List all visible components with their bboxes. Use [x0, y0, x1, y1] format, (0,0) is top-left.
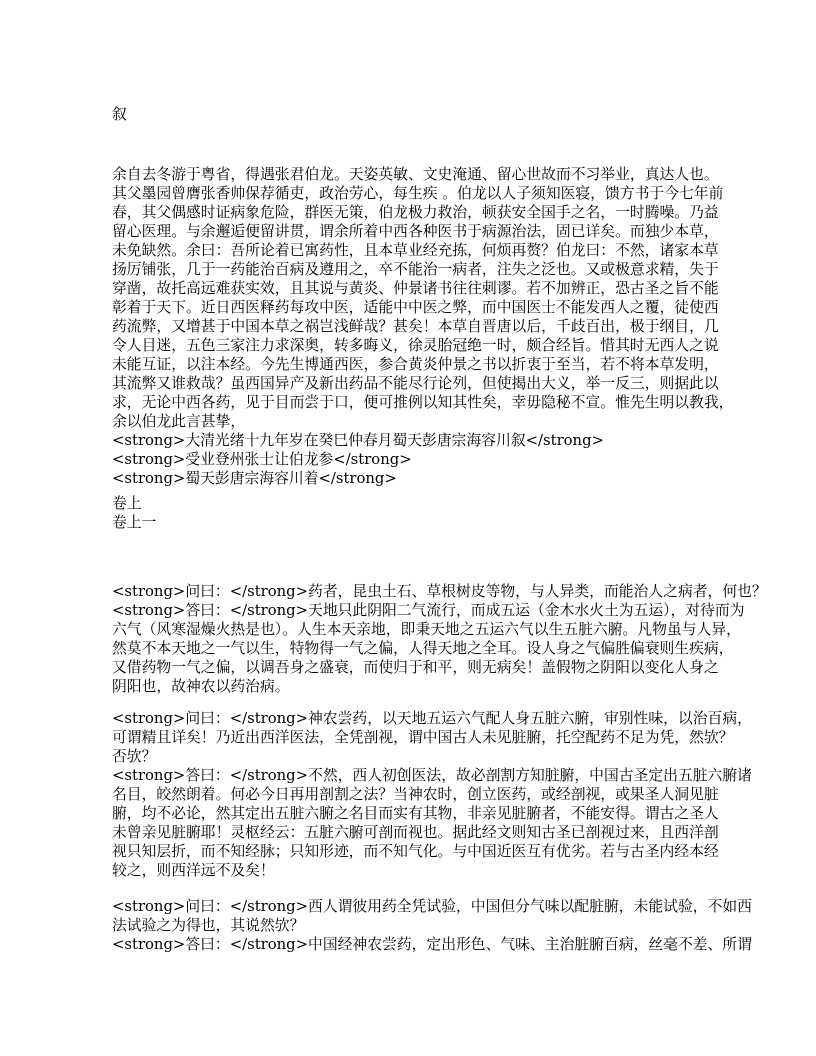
text-line: 令人目迷，五色三家注力求深奥，转多晦义，徐灵胎冠绝一时，颇合经旨。惜其时无西人之说 [112, 337, 719, 354]
qa-block-1 [112, 582, 767, 696]
text-line: 否欤？ [112, 748, 157, 765]
text-line: <strong>答曰：</strong>中国经神农尝药，定出形色、气味、主治脏腑百病，丝毫不差、所谓 [112, 936, 752, 953]
text-line: 卷上 [112, 495, 142, 512]
text-line: <strong>蜀天彭唐宗海容川着</strong> [112, 470, 397, 487]
text-line: 穿凿，故托高远难获实效，且其说与黄炎、仲景诸书往往刺谬。若不加辨正，恐古圣之旨不能 [112, 280, 719, 297]
text-line: 卷上一 [112, 514, 157, 531]
page-title: 叙 [112, 106, 127, 123]
volume-heading [112, 494, 752, 532]
text-line: 留心医理。与余邂逅便留讲贯，谓余所着中西各种医书于病源治法，固已详矣。而独少本草， [112, 223, 719, 240]
text-line: 视只知层折，而不知经脉；只知形迹，而不知气化。与中国近医互有优劣。若与古圣内经本经 [112, 843, 719, 860]
text-line: 余以伯龙此言甚挚， [112, 413, 246, 430]
text-line: 然莫不本天地之一气以生，特物得一气之偏，人得天地之全耳。设人身之气偏胜偏衰则生疾病， [112, 640, 734, 657]
text-line: 药流弊，又增甚于中国本草之祸岂浅鲜哉？甚矣！本草自晋唐以后，千歧百出，极于纲目，几 [112, 318, 719, 335]
text-line: 余自去冬游于粤省，得遇张君伯龙。天姿英敏、文史淹通、留心世故而不习举业，真达人也。 [112, 166, 719, 183]
text-line: <strong>答曰：</strong>不然，西人初创医法，故必剖割方知脏腑，中国古圣定出五脏六腑诸 [112, 767, 752, 784]
text-line: 法试验之为得也，其说然欤？ [112, 917, 305, 934]
text-line: 可谓精且详矣！乃近出西洋医法，全凭剖视，谓中国古人未见脏腑，托空配药不足为凭，然欤？ [112, 729, 734, 746]
text-line: <strong>问曰：</strong>药者，昆虫土石、草根树皮等物，与人异类，而能治人之病者，何也？ [112, 583, 767, 600]
text-line: 未免缺然。余曰：吾所论着已寓药性，且本草业经充拣，何烦再赘？伯龙曰：不然，诸家本草 [112, 242, 719, 259]
text-line: 春，其父偶感时证病象危险，群医无策，伯龙极力救治，顿获安全国手之名，一时腾噪。乃益 [112, 204, 719, 221]
text-line: 又借药物一气之偏，以调吾身之盛衰，而使归于和平，则无病矣！盖假物之阴阳以变化人身之 [112, 659, 719, 676]
text-line: 其父墨园曾膺张香帅保荐循吏，政治劳心，每生疾 。伯龙以人子须知医寝，馈方书于今七年前 [112, 185, 724, 202]
text-line: 彰着于天下。近日西医释药每攻中医，适能中中医之弊，而中国医士不能发西人之覆，徒使西 [112, 299, 719, 316]
text-line: 名目，皎然朗着。何必今日再用剖割之法？当神农时，创立医药，或经剖视，或果圣人洞见脏 [112, 786, 719, 803]
text-line: 较之，则西洋远不及矣！ [112, 862, 275, 879]
text-line: 未曾亲见脏腑耶！灵枢经云：五脏六腑可剖而视也。据此经文则知古圣已剖视过来，且西洋剖 [112, 824, 719, 841]
document-page [112, 105, 767, 954]
text-line: 六气（风寒湿燥火热是也）。人生本天亲地，即秉天地之五运六气以生五脏六腑。凡物虽与人异， [112, 621, 741, 638]
qa-block-2 [112, 709, 752, 880]
text-line: 扬厉铺张，几于一药能治百病及遵用之，卒不能治一病者，注失之泛也。又或极意求精，失于 [112, 261, 719, 278]
qa-block-3 [112, 897, 752, 954]
text-line: <strong>大清光绪十九年岁在癸巳仲春月蜀天彭唐宗海容川叙</strong> [112, 432, 604, 449]
text-line: <strong>问曰：</strong>神农尝药，以天地五运六气配人身五脏六腑，审别性味，以治百病， [112, 710, 752, 727]
text-line: <strong>问曰：</strong>西人谓彼用药全凭试验，中国但分气味以配脏腑，未能试验，不如西 [112, 898, 752, 915]
preface-paragraph [112, 165, 752, 488]
text-line: <strong>答曰：</strong>天地只此阴阳二气流行，而成五运（金木水火土为五运），对待而为 [112, 602, 745, 619]
text-line: 腑，均不必论，然其定出五脏六腑之名目而实有其物，非亲见脏腑者，不能安得。谓古之圣人 [112, 805, 719, 822]
text-line: 其流弊又谁救哉？虽西国异产及新出药品不能尽行论列，但使揭出大义，举一反三，则据此以 [112, 375, 719, 392]
text-line: <strong>受业登州张士让伯龙参</strong> [112, 451, 412, 468]
text-line: 阴阳也，故神农以药治病。 [112, 678, 290, 695]
text-line: 未能互证，以注本经。今先生博通西医，参合黄炎仲景之书以折衷于至当，若不将本草发明， [112, 356, 719, 373]
text-line: 求，无论中西各药，见于目而尝于口，便可推例以知其性矣，幸毋隐秘不宣。惟先生明以教我， [112, 394, 734, 411]
